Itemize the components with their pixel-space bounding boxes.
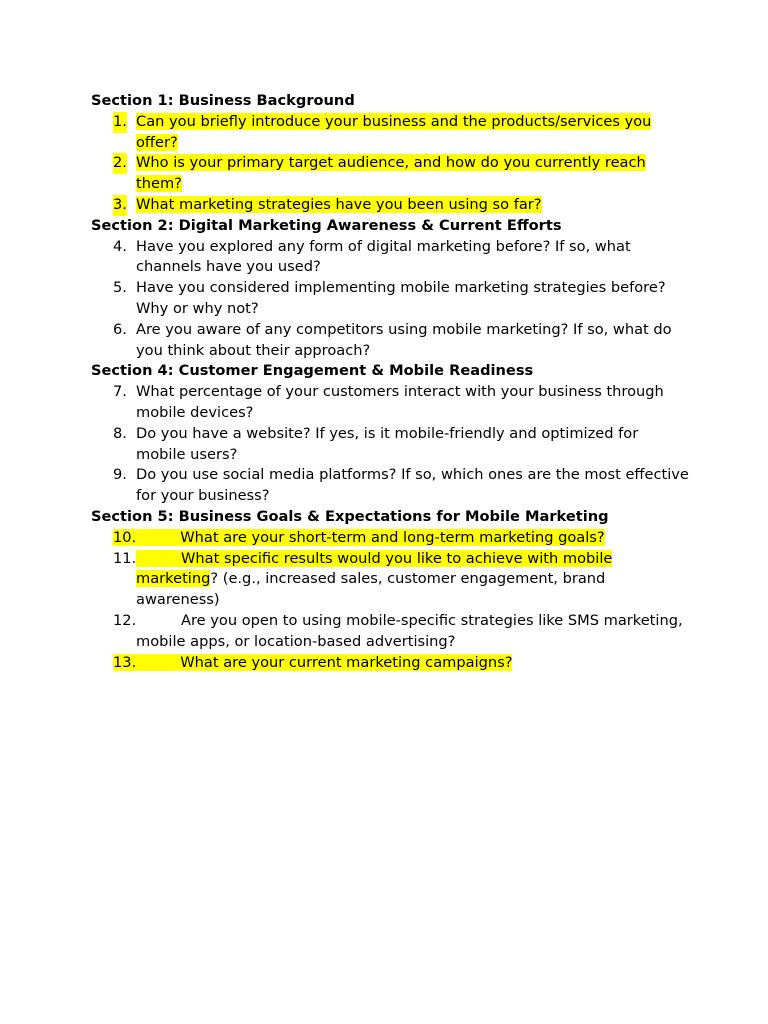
list-item [91,112,691,154]
item-number: 8. [113,424,127,442]
item-number: 10. [113,528,137,546]
item-number: 9. [113,466,127,484]
list-item [91,195,691,216]
section-heading: Section 2: Digital Marketing Awareness & Current Efforts [91,216,562,234]
section-heading: Section 4: Customer Engagement & Mobile Readiness [91,362,534,380]
item-text-rest: ? (e.g., increased sales, customer engagement, brand awareness) [136,570,606,609]
list-item [91,549,691,611]
item-text: What are your current marketing campaigns? [180,653,513,671]
item-text: Who is your primary target audience, and how do you currently reach them? [136,154,646,193]
item-text-part: What specific results would you like to achieve with mobile marketing [136,549,613,588]
list-item [91,320,691,362]
item-text: Do you have a website? If yes, is it mobile-friendly and optimized for mobile users? [136,424,639,463]
item-text: Have you explored any form of digital marketing before? If so, what channels have you used? [136,237,631,276]
item-lead [113,654,512,671]
item-number: 4. [113,237,127,255]
item-number: 11. [113,549,137,567]
item-number: 12. [113,611,137,629]
item-number: 6. [113,320,127,338]
list-item [91,382,691,424]
list-item [91,424,691,466]
item-text: What percentage of your customers interact with your business through mobile devices? [136,383,664,421]
item-text: What are your short-term and long-term marketing goals? [180,528,605,546]
item-text: Are you open to using mobile-specific strategies like SMS marketing, mobile apps, or location-based advertising? [136,611,683,650]
item-text: Are you aware of any competitors using mobile marketing? If so, what do you think about their approach? [136,320,672,359]
item-lead [113,529,605,546]
list-item [91,237,691,279]
item-number: 3. [113,195,127,216]
section-heading: Section 5: Business Goals & Expectations for Mobile Marketing [91,507,609,525]
list-item [91,653,691,674]
section-heading: Section 1: Business Background [91,92,355,109]
item-number: 7. [113,383,127,401]
list-item [91,465,691,507]
item-number: 2. [113,153,127,174]
list-item [91,611,691,653]
list-item [91,528,691,549]
list-item [91,278,691,320]
item-text: Can you briefly introduce your business and the products/services you offer? [136,112,652,151]
item-text: Have you considered implementing mobile marketing strategies before? Why or why not? [136,279,666,317]
document-body [91,91,691,673]
item-text: Do you use social media platforms? If so, which ones are the most effective for your business? [136,466,689,505]
item-number: 13. [113,653,137,671]
item-text: What marketing strategies have you been using so far? [136,195,542,213]
item-number: 1. [113,112,127,133]
list-item [91,153,691,195]
item-number: 5. [113,279,127,297]
